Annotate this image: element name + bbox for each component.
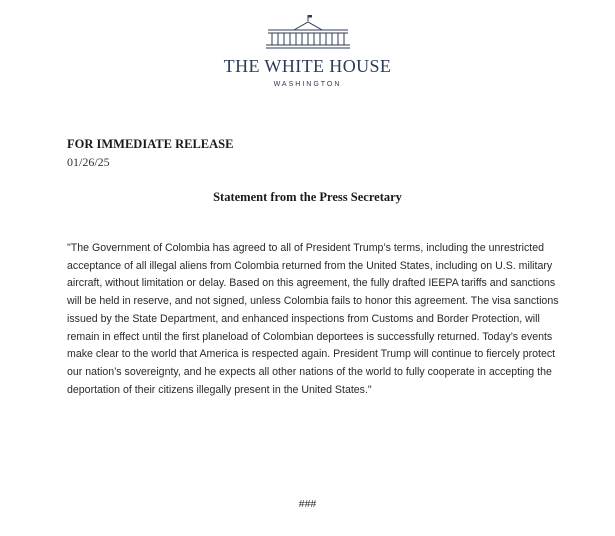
white-house-logo: [0, 14, 615, 88]
release-date: 01/26/25: [67, 155, 110, 169]
statement-title: Statement from the Press Secretary: [213, 190, 402, 204]
logo-subtitle: WASHINGTON: [273, 81, 342, 88]
release-label: FOR IMMEDIATE RELEASE: [67, 137, 234, 151]
white-house-building-icon: [266, 14, 350, 50]
end-mark: ###: [298, 498, 317, 510]
statement-body: "The Government of Colombia has agreed to all of President Trump’s terms, including the unrestricted acceptance of all illegal aliens from Colombia returned from the United States, including on U.S. military aircraft, without limitation or delay. Based on this agreement, the fully drafted IEEPA tariffs and sanctions will be held in reserve, and not signed, unless Colombia fails to honor this agreement. The visa sanctions issued by the State Department, and enhanced inspections from Customs and Border Protection, will remain in effect until the first planeload of Colombian deportees is successfully returned. Today’s events make clear to the world that America is respected again. President Trump will continue to fiercely protect our nation’s sovereignty, and he expects all other nations of the world to fully cooperate in accepting the deportation of their citizens illegally present in the United States.": [67, 242, 559, 396]
logo-title: THE WHITE HOUSE: [223, 56, 392, 76]
